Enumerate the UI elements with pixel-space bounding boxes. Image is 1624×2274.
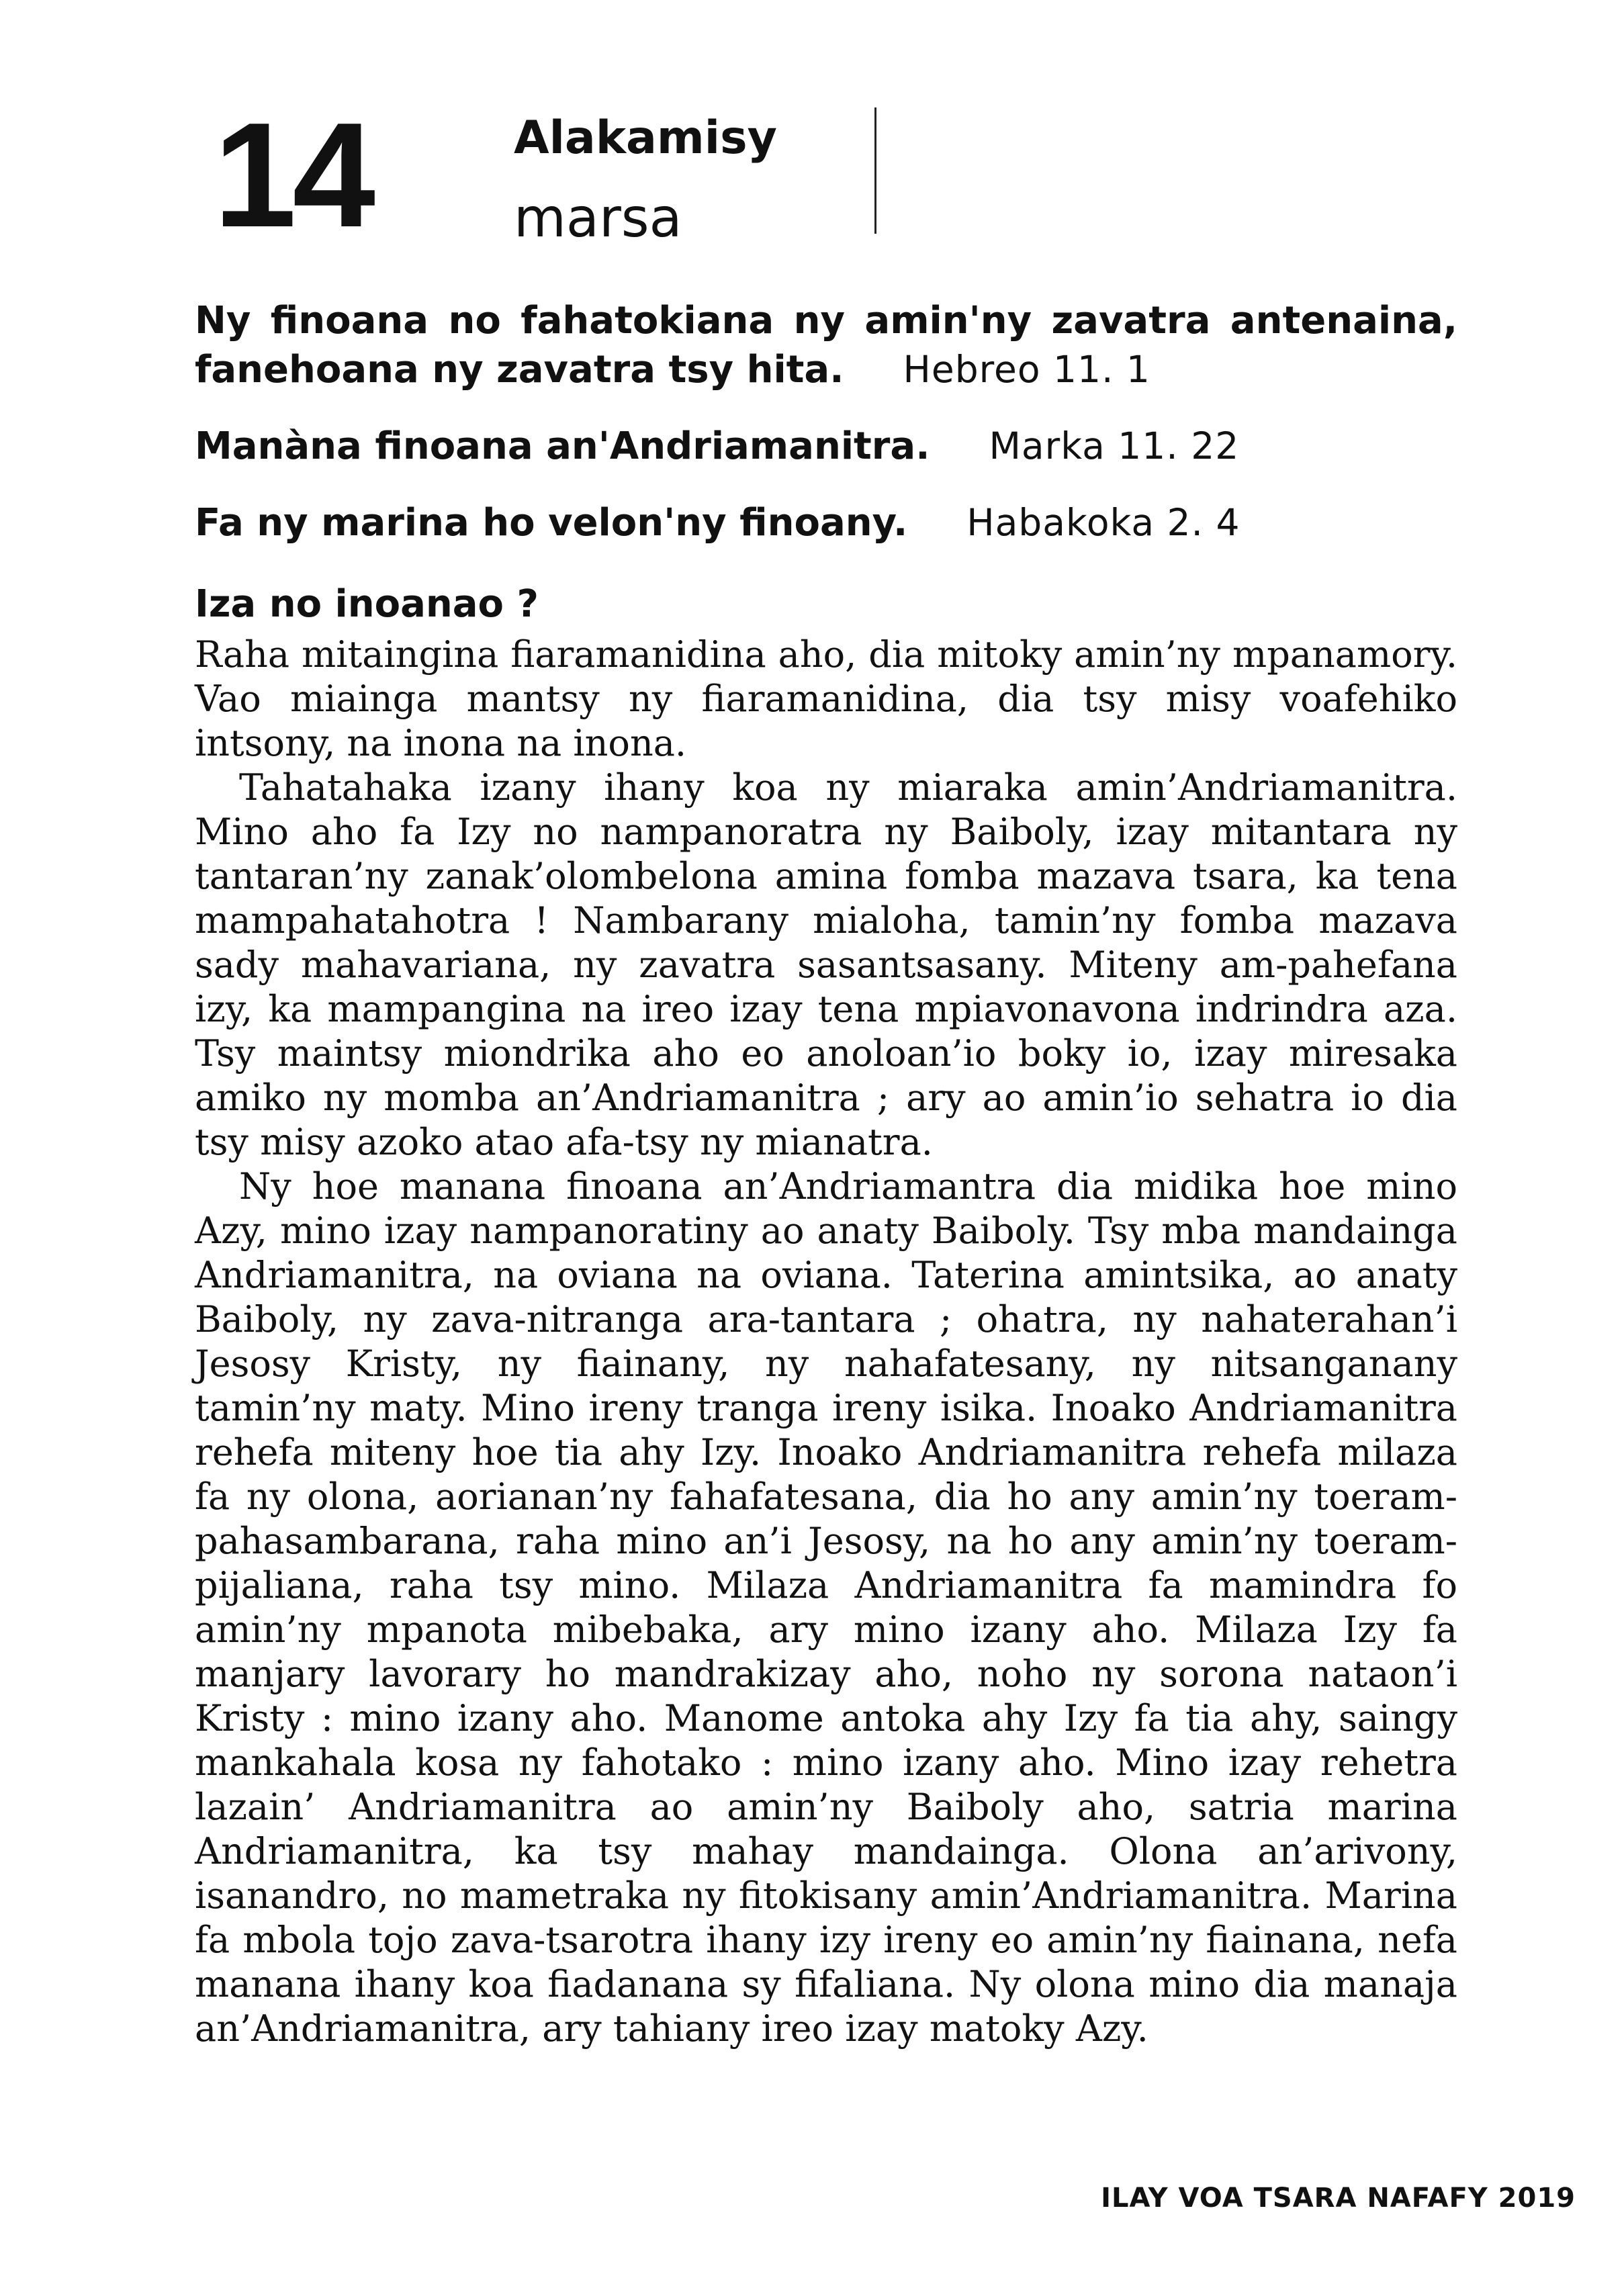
verse-reference: Habakoka 2. 4 (966, 501, 1240, 544)
paragraph: Ny hoe manana finoana an’Andriamantra dia midika hoe mino Azy, mino izay nampanoratiny ao anaty Baiboly. Tsy mba mandainga Andriamanitra, na oviana na oviana. Taterina amintsika, ao anaty Baiboly, ny zava-nitranga ara-tantara ; ohatra, ny nahaterahan’i Jesosy Kristy, ny fiainany, ny nahafatesany, ny nitsanganany tamin’ny maty. Mino ireny tranga ireny isika. Inoako Andriamanitra rehefa miteny hoe tia ahy Izy. Inoako Andriamanitra rehefa milaza fa ny olona, aorianan’ny fahafatesana, dia ho any amin’ny toeram-pahasambarana, raha mino an’i Jesosy, na ho any amin’ny toeram-pijaliana, raha tsy mino. Milaza Andriamanitra fa mamindra fo amin’ny mpanota mibebaka, ary mino izany aho. Milaza Izy fa manjary lavorary ho mandrakizay aho, noho ny sorona nataon’i Kristy : mino izany aho. Manome antoka ahy Izy fa tia ahy, saingy mankahala kosa ny fahotako : mino izany aho. Mino izay rehetra lazain’ Andriamanitra ao amin’ny Baiboly aho, satria marina Andriamanitra, ka tsy mahay mandainga. Olona an’arivony, isanandro, no mametraka ny fitokisany amin’Andriamanitra. Marina fa mbola tojo zava-tsarotra ihany izy ireny eo amin’ny fiainana, nefa manana ihany koa fiadanana sy fifaliana. Ny olona mino dia manaja an’Andriamanitra, ary tahiany ireo izay matoky Azy. (195, 1165, 1457, 2050)
weekday: Alakamisy (514, 111, 777, 165)
verse-2 (195, 422, 1457, 471)
verse-text: Ny finoana no fahatokiana ny amin'ny zavatra antenaina, fanehoana ny zavatra tsy hita. (195, 299, 1457, 392)
devotion-title: Iza no inoanao ? (195, 582, 539, 626)
month: marsa (514, 187, 682, 249)
paragraph: Raha mitaingina fiaramanidina aho, dia mitoky amin’ny mpanamory. Vao miainga mantsy ny fiaramanidina, dia tsy misy voafehiko intsony, na inona na inona. (195, 633, 1457, 764)
verse-text: Fa ny marina ho velon'ny finoany. (195, 501, 908, 545)
devotion-body (195, 633, 1457, 2051)
verse-3 (195, 498, 1457, 547)
date-number: 14 (214, 92, 371, 259)
publication-footer: ILAY VOA TSARA NAFAFY 2019 (1101, 2183, 1576, 2214)
verse-1 (195, 297, 1457, 394)
header-divider (874, 107, 876, 234)
verse-text: Manàna finoana an'Andriamanitra. (195, 424, 930, 468)
verse-reference: Marka 11. 22 (989, 424, 1240, 467)
verse-reference: Hebreo 11. 1 (903, 348, 1151, 391)
paragraph: Tahatahaka izany ihany koa ny miaraka amin’Andriamanitra. Mino aho fa Izy no nampanoratra ny Baiboly, izay mitantara ny tantaran’ny zanak’olombelona amina fomba mazava tsara, ka tena mampahatahotra ! Nambarany mialoha, tamin’ny fomba mazava sady mahavariana, ny zavatra sasantsasany. Miteny am-pahefana izy, ka mampangina na ireo izay tena mpiavonavona indrindra aza. Tsy maintsy miondrika aho eo anoloan’io boky io, izay miresaka amiko ny momba an’Andriamanitra ; ary ao amin’io sehatra io dia tsy misy azoko atao afa-tsy ny mianatra. (195, 766, 1457, 1163)
